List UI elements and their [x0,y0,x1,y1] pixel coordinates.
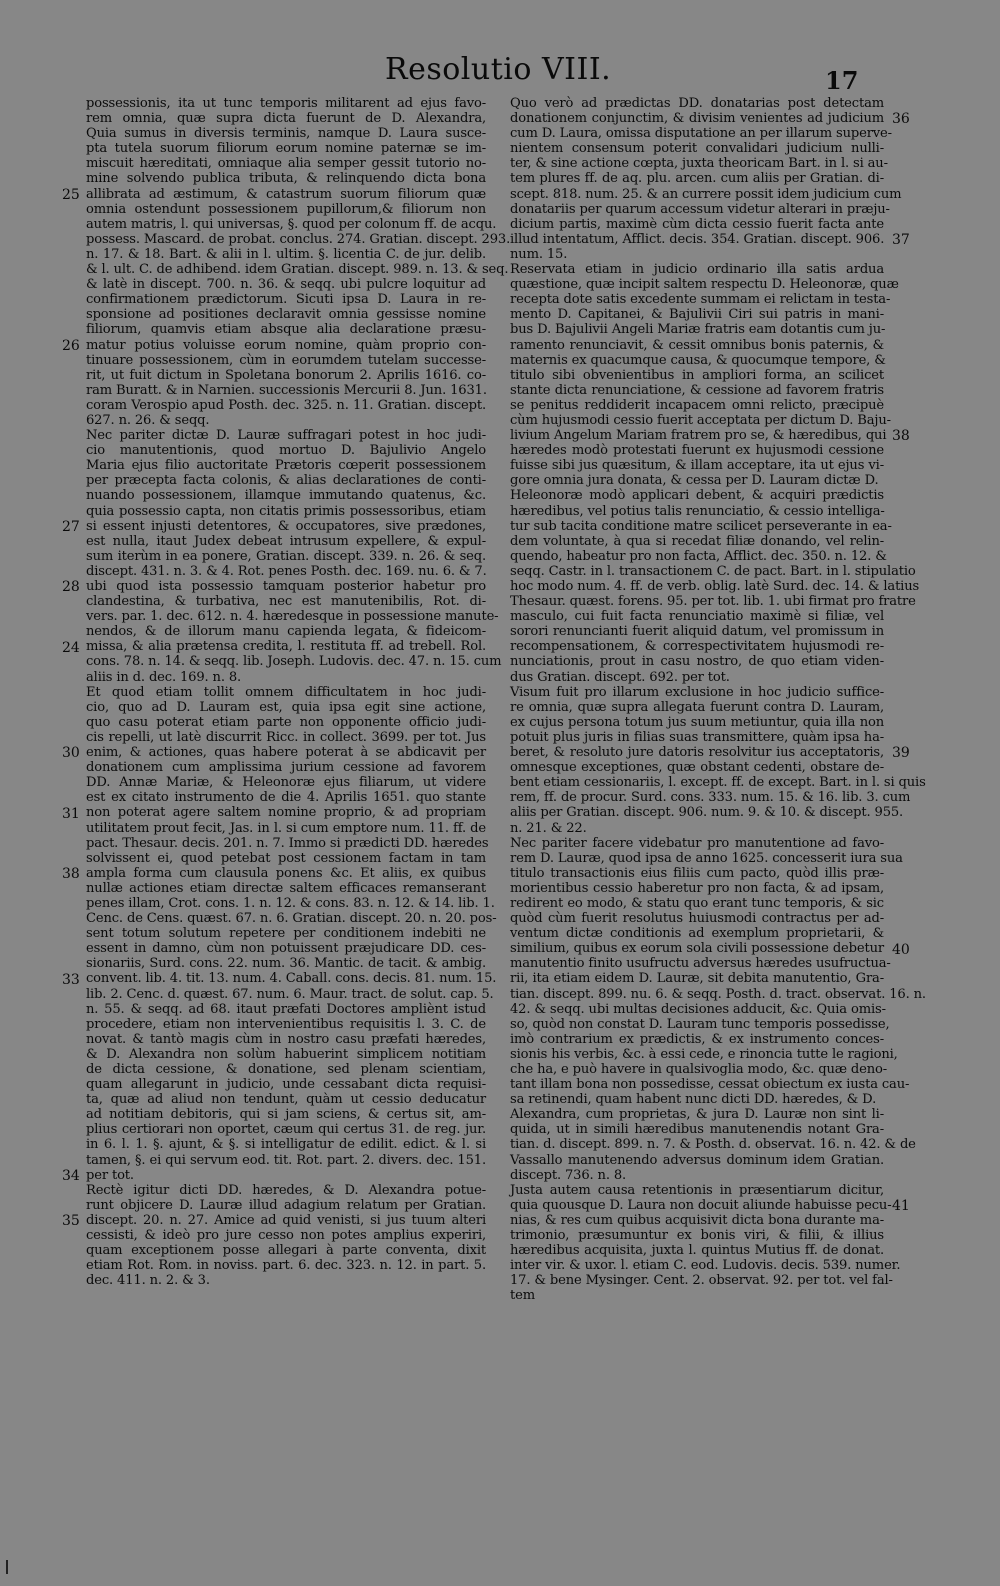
text-line: titulo sibi obvenientibus in ampliori forma, an scilicet [510,367,884,383]
margin-number: 41 [892,1198,910,1215]
text-line: rem D. Lauræ, quod ipsa de anno 1625. concesserit iura sua [510,850,903,866]
text-line: est nulla, itaut Judex debeat intrusum expellere, & expul- [86,533,486,549]
text-line: quòd cùm fuerit resolutus huiusmodi contractus per ad- [510,911,884,927]
text-line: autem matris, l. qui universas, §. quod per colonum ff. de acqu. [86,216,497,232]
text-line: discept. 431. n. 3. & 4. Rot. penes Posth. dec. 169. nu. 6. & 7. [86,563,487,579]
text-line: quia quousque D. Laura non docuit aliunde habuisse pecu- [510,1197,892,1213]
text-line: mento D. Capitanei, & Bajulivii Ciri sui patris in mani- [510,307,884,323]
text-line: potuit plus juris in filias suas transmittere, quàm ipsa ha- [510,729,884,745]
text-line: penes illam, Crot. cons. 1. n. 12. & cons. 83. n. 12. & 14. lib. 1. [86,895,495,911]
text-line: & l. ult. C. de adhibend. idem Gratian. discept. 989. n. 13. & seq. [86,262,509,278]
text-line: Maria ejus filio auctoritate Prætoris cœperit possessionem [86,458,486,474]
text-line: pact. Thesaur. decis. 201. n. 7. Immo si prædicti DD. hæredes [86,835,489,851]
text-line: dem voluntate, à qua si recedat filiæ donando, vel relin- [510,533,884,549]
text-line: tinuare possessionem, cùm in eorumdem tutelam successe- [86,352,486,368]
page-title: Resolutio VIII. [385,52,612,87]
text-line: gore omnia jura donata, & cessa per D. Lauram dictæ D. [510,473,879,489]
text-line: n. 21. & 22. [510,820,587,836]
text-line: possess. Mascard. de probat. conclus. 274. Gratian. discept. 293. [86,231,511,247]
text-line: scept. 818. num. 25. & an currere possit idem judicium cum [510,186,902,202]
text-line: enim, & actiones, quas habere poterat à se abdicavit per [86,745,486,761]
text-line: vers. par. 1. dec. 612. n. 4. hæredesque in possessione manute- [86,609,499,625]
text-line: sa retinendi, quam habent nunc dicti DD. hæredes, & D. [510,1092,877,1108]
text-line: lib. 2. Cenc. d. quæst. 67. num. 6. Maur. tract. de solut. cap. 5. [86,986,494,1002]
text-line: confirmationem prædictorum. Sicuti ipsa D. Laura in re- [86,292,486,308]
text-line: maternis ex quacumque causa, & quocumque tempore, & [510,352,886,368]
text-line: tem [510,1288,535,1304]
text-line: discept. 736. n. 8. [510,1167,627,1183]
text-line: Visum fuit pro illarum exclusione in hoc judicio suffice- [510,684,884,700]
margin-number: 28 [62,579,80,596]
text-line: ad notitiam debitoris, qui si jam sciens, & certus sit, am- [86,1107,486,1123]
text-line: n. 55. & seqq. ad 68. itaut præfati Doctores ampliènt istud [86,1001,486,1017]
text-line: fuisse sibi jus quæsitum, & illam acceptare, ita ut ejus vi- [510,458,884,474]
text-line: clandestina, & turbativa, nec est manutenibilis, Rot. di- [86,594,486,610]
text-line: quam allegarunt in judicio, unde cessabant dicta requisi- [86,1077,486,1093]
text-line: 17. & bene Mysinger. Cent. 2. observat. 92. per tot. vel fal- [510,1273,893,1289]
text-line: quo casu poterat etiam parte non opponente officio judi- [86,714,486,730]
text-line: novat. & tantò magis cùm in nostro casu præfati hæredes, [86,1031,486,1047]
text-line: & latè in discept. 700. n. 36. & seqq. ubi pulcre loquitur ad [86,277,486,293]
text-line: cons. 78. n. 14. & seqq. lib. Joseph. Ludovis. dec. 47. n. 15. cum [86,654,502,670]
margin-number: 26 [62,337,80,354]
text-line: cio manutentionis, quod mortuo D. Bajulivio Angelo [86,443,486,459]
text-line: ex cujus persona totum jus suum metiuntur, quia illa non [510,714,884,730]
text-line: cum D. Laura, omissa disputatione an per illarum superve- [510,126,892,142]
text-line: ter, & sine actione cœpta, juxta theoricam Bart. in l. si au- [510,156,888,172]
text-line: recepta dote satis excedente summam ei relictam in testa- [510,292,891,308]
text-line: stante dicta renunciatione, & cessione ad favorem fratris [510,382,884,398]
text-line: ta, quæ ad aliud non tendunt, quàm ut cessio deducatur [86,1092,486,1108]
text-line: 42. & seqq. ubi multas decisiones adducit, &c. Quia omis- [510,1001,886,1017]
text-line: imò contrarium ex prædictis, & ex instrumento conces- [510,1031,884,1047]
text-line: Quo verò ad prædictas DD. donatarias post detectam [510,96,884,111]
text-line: omnia ostendunt possessionem pupillorum,& filiorum non [86,201,486,217]
text-line: & D. Alexandra non solùm habuerint simplicem notitiam [86,1046,486,1062]
margin-number: 38 [892,428,910,445]
text-line: possessionis, ita ut tunc temporis militarent ad ejus favo- [86,96,486,111]
text-line: trimonio, præsumuntur ex bonis viri, & filii, & illius [510,1228,884,1244]
text-line: matur potius voluisse eorum nomine, quàm proprio con- [86,337,486,353]
text-line: inter vir. & uxor. l. etiam C. eod. Ludovis. decis. 539. numer. [510,1258,901,1274]
text-line: n. 17. & 18. Bart. & alii in l. ultim. §. licentia C. de jur. delib. [86,246,486,262]
text-line: tian. discept. 899. nu. 6. & seqq. Posth. d. tract. observat. 16. n. [510,986,926,1002]
text-line: sionariis, Surd. cons. 22. num. 36. Mantic. de tacit. & ambig. [86,956,486,972]
text-line: tian. d. discept. 899. n. 7. & Posth. d. observat. 16. n. 42. & de [510,1137,916,1153]
text-line: convent. lib. 4. tit. 13. num. 4. Caball. cons. decis. 81. num. 15. [86,971,497,987]
text-line: Justa autem causa retentionis in præsentiarum dicitur, [510,1182,884,1198]
text-line: quia possessio capta, non citatis primis possessoribus, etiam [86,503,486,519]
text-line: beret, & resoluto jure datoris resolvitur ius acceptatoris, [510,745,884,761]
text-line: per tot. [86,1167,134,1183]
text-line: Reservata etiam in judicio ordinario illa satis ardua [510,262,884,278]
text-line: pta tutela suorum filiorum eorum nomine paternæ se im- [86,141,486,157]
text-line: Alexandra, cum proprietas, & jura D. Lauræ non sint li- [510,1107,884,1123]
text-line: quam exceptionem posse allegari à parte conventa, dixit [86,1243,486,1259]
text-line: sum iterùm in ea ponere, Gratian. discept. 339. n. 26. & seq. [86,548,486,564]
text-line: dus Gratian. discept. 692. per tot. [510,669,730,685]
text-line: che ha, e può havere in qualsivoglia modo, &c. quæ deno- [510,1062,888,1077]
text-line: masculo, cui fuit facta renunciatio maximè si filiæ, vel [510,609,884,625]
text-line: nias, & res cum quibus acquisivit dicta bona durante ma- [510,1212,884,1228]
margin-number: 39 [892,745,910,762]
text-line: livium Angelum Mariam fratrem pro se, & hæredibus, qui [510,428,887,444]
text-line: recompensationem, & correspectivitatem hujusmodi re- [510,639,884,655]
text-line: ventum dictæ conditionis ad exemplum proprietarii, & [510,926,884,942]
margin-number: 37 [892,231,910,248]
text-line: ampla forma cum clausula ponens &c. Et aliis, ex quibus [86,865,486,881]
text-line: cùm hujusmodi cessio fuerit acceptata per dictum D. Baju- [510,412,891,428]
text-line: rem, ff. de procur. Surd. cons. 333. num. 15. & 16. lib. 3. cum [510,790,911,806]
text-line: aliis in d. dec. 169. n. 8. [86,669,242,685]
text-line: cio, quo ad D. Lauram est, quia ipsa egit sine actione, [86,699,486,715]
text-line: nullæ actiones etiam directæ saltem efficaces remanserant [86,880,486,896]
text-line: nendos, & de illorum manu capienda legata, & fideicom- [86,624,486,640]
text-line: etiam Rot. Rom. in noviss. part. 6. dec. 323. n. 12. in part. 5. [86,1258,486,1274]
margin-number: 24 [62,639,80,656]
text-line: sionis his verbis, &c. à essi cede, e rinoncia tutte le ragioni, [510,1046,898,1062]
text-line: rem omnia, quæ supra dicta fuerunt de D. Alexandra, [86,111,486,127]
text-line: similium, quibus ex eorum sola civili possessione debetur [510,941,884,957]
text-line: nuando possessionem, illamque immutando quatenus, &c. [86,488,486,504]
text-line: illud intentatum, Afflict. decis. 354. Gratian. discept. 906. [510,231,885,247]
text-line: tem plures ff. de aq. plu. arcen. cum aliis per Gratian. di- [510,171,884,187]
margin-number: 38 [62,866,80,883]
margin-number: 30 [62,745,80,762]
text-line: rii, ita etiam eidem D. Lauræ, sit debita manutentio, Gra- [510,971,884,987]
text-line: allibrata ad æstimum, & catastrum suorum filiorum quæ [86,186,486,202]
text-line: nientem consensum poterit convalidari judicium nulli- [510,141,884,157]
text-line: de dicta cessione, & donatione, sed plenam scientiam, [86,1062,486,1077]
text-line: Nec pariter dictæ D. Lauræ suffragari potest in hoc judi- [86,428,486,444]
text-line: nunciationis, prout in casu nostro, de quo etiam viden- [510,654,884,670]
text-line: discept. 20. n. 27. Amice ad quid venisti, si jus tuum alteri [86,1212,486,1228]
text-line: in 6. l. 1. §. ajunt, & §. si intelligatur de edilit. edict. & l. si [86,1137,486,1153]
text-line: hæredibus acquisita, juxta l. quintus Mutius ff. de donat. [510,1243,884,1259]
text-line: est ex citato instrumento de die 4. Aprilis 1651. quo stante [86,790,486,806]
text-line: seqq. Castr. in l. transactionem C. de pact. Bart. in l. stipulatio [510,563,916,579]
text-line: si essent injusti detentores, & occupatores, sive prædones, [86,518,486,534]
text-line: non poterat agere saltem nomine proprio, & ad propriam [86,805,486,821]
text-line: quida, ut in simili hæredibus manutenendis notant Gra- [510,1122,884,1138]
text-line: tamen, §. ei qui servum eod. tit. Rot. part. 2. divers. dec. 151. [86,1152,486,1168]
text-line: missa, & alia prætensa credita, l. restituta ff. ad trebell. Rol. [86,639,486,655]
text-line: num. 15. [510,246,568,262]
text-line: donationem cum amplissima jurium cessione ad favorem [86,760,486,776]
margin-number: 25 [62,186,80,203]
text-line: se penitus reddiderit incapacem omni relicto, præcipuè [510,397,884,413]
text-line: cessisti, & ideò pro jure cesso non potes amplius experiri, [86,1228,486,1244]
text-line: ubi quod ista possessio tamquam posterior habetur pro [86,579,486,594]
text-line: so, quòd non constat D. Lauram tunc temporis possedisse, [510,1016,890,1032]
text-line: essent in damno, cùm non potuissent præjudicare DD. ces- [86,941,486,957]
text-line: bent etiam cessionariis, l. except. ff. de except. Bart. in l. si quis [510,775,926,791]
text-line: coram Verospio apud Posth. dec. 325. n. 11. Gratian. discept. [86,397,486,413]
text-line: Et quod etiam tollit omnem difficultatem in hoc judi- [86,684,486,700]
scan-mark [6,1560,8,1574]
text-line: procedere, etiam non intervenientibus requisitis l. 3. C. de [86,1016,486,1032]
text-line: Quia sumus in diversis terminis, namque D. Laura susce- [86,126,486,142]
text-line: per præcepta facta colonis, & alias declarationes de conti- [86,473,486,489]
text-line: tur sub tacita conditione matre scilicet perseverante in ea- [510,518,892,534]
text-line: donatariis per quarum accessum videtur alterari in præju- [510,201,890,217]
text-line: 627. n. 26. & seqq. [86,412,210,428]
text-line: ramento renunciavit, & cessit omnibus bonis paternis, & [510,337,884,353]
text-line: rit, ut fuit dictum in Spoletana bonorum 2. Aprilis 1616. co- [86,367,486,383]
text-line: donationem conjunctim, & divisim venientes ad judicium [510,111,884,127]
text-line: bus D. Bajulivii Angeli Mariæ fratris eam dotantis cum ju- [510,322,886,338]
page-number: 17 [825,66,859,95]
text-line: solvissent ei, quod petebat post cessionem factam in tam [86,850,486,866]
text-line: manutentio finito usufructu adversus hæredes usufructua- [510,956,891,972]
margin-number: 27 [62,518,80,535]
text-line: redirent eo modo, & statu quo erant tunc temporis, & sic [510,895,884,911]
margin-number: 33 [62,971,80,988]
text-line: re omnia, quæ supra allegata fuerunt contra D. Lauram, [510,699,884,715]
text-line: quæstione, quæ incipit saltem respectu D. Heleonoræ, quæ [510,277,899,293]
margin-number: 35 [62,1213,80,1230]
text-line: DD. Annæ Mariæ, & Heleonoræ ejus filiarum, ut videre [86,775,486,791]
text-line: mine solvendo publica tributa, & relinquendo dicta bona [86,171,486,187]
text-line: dicium partis, maximè cùm dicta cessio fuerit facta ante [510,216,884,232]
text-line: omnesque exceptiones, quæ obstant cedenti, obstare de- [510,760,884,776]
text-line: runt objicere D. Lauræ illud adagium relatum per Gratian. [86,1197,486,1213]
text-line: tant illam bona non possedisse, cessat obiectum ex iusta cau- [510,1077,910,1093]
text-line: filiorum, quamvis etiam absque alia declaratione præsu- [86,322,486,338]
text-line: sorori renuncianti fuerit aliquid datum, vel promissum in [510,624,884,640]
text-line: hæredes modò protestati fuerunt ex hujusmodi cessione [510,443,884,459]
text-line: ram Buratt. & in Narnien. successionis Mercurii 8. Jun. 1631. [86,382,487,398]
text-line: dec. 411. n. 2. & 3. [86,1273,210,1289]
margin-number: 36 [892,111,910,128]
text-line: titulo transactionis eius filiis cum pacto, quòd illis præ- [510,865,884,881]
text-line: hæredibus, vel potius talis renunciatio, & cessio intelliga- [510,503,885,519]
margin-number: 34 [62,1168,80,1185]
text-line: sent totum solutum repetere per conditionem indebiti ne [86,926,486,942]
text-line: morientibus cessio haberetur pro non facta, & ad ipsam, [510,880,884,896]
text-line: Nec pariter facere videbatur pro manutentione ad favo- [510,835,884,851]
text-line: Rectè igitur dicti DD. hæredes, & D. Alexandra potue- [86,1182,486,1198]
text-line: hoc modo num. 4. ff. de verb. oblig. latè Surd. dec. 14. & latius [510,579,920,594]
text-line: plius certiorari non oportet, cæum qui certus 31. de reg. jur. [86,1122,486,1138]
left-column [86,96,511,1289]
text-line: sponsione ad positiones declaravit omnia gessisse nomine [86,307,486,323]
text-line: utilitatem prout fecit, Jas. in l. si cum emptore num. 11. ff. de [86,820,486,836]
text-line: Heleonoræ modò applicari debent, & acquiri prædictis [510,488,884,504]
margin-number: 40 [892,941,910,958]
text-line: quendo, habeatur pro non facta, Afflict. dec. 350. n. 12. & [510,548,887,564]
text-line: cis repelli, ut latè discurrit Ricc. in collect. 3699. per tot. Jus [86,729,486,745]
margin-number: 31 [62,805,80,822]
text-line: aliis per Gratian. discept. 906. num. 9. & 10. & discept. 955. [510,805,904,821]
text-line: Vassallo manutenendo adversus dominum idem Gratian. [510,1152,884,1168]
text-line: Thesaur. quæst. forens. 95. per tot. lib. 1. ubi firmat pro fratre [510,594,916,610]
text-line: Cenc. de Cens. quæst. 67. n. 6. Gratian. discept. 20. n. 20. pos- [86,911,497,927]
text-line: miscuit hæreditati, omniaque alia semper gessit tutorio no- [86,156,486,172]
